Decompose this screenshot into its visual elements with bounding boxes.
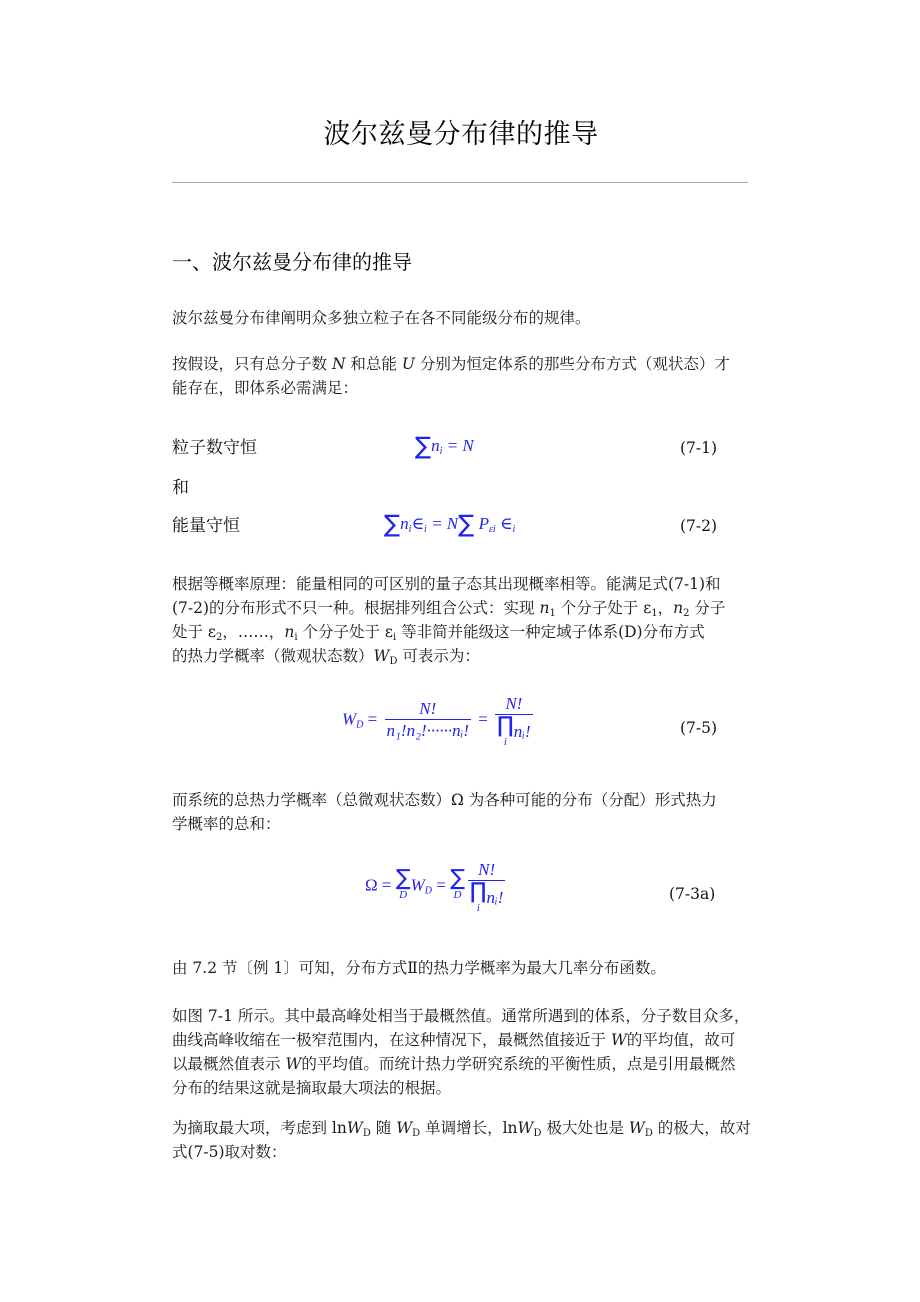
max-term-line-1 [172, 1116, 752, 1140]
eq2-number: (7-2) [680, 517, 718, 535]
text: 可表示为： [397, 647, 480, 665]
sub: D [389, 656, 398, 667]
eq1-number: (7-1) [680, 439, 718, 457]
sub-i: i [492, 524, 496, 535]
var-W: W [396, 1119, 413, 1137]
n-factorial: nᵢ! [513, 722, 531, 741]
sub: D [412, 1128, 421, 1139]
equals: = [474, 709, 493, 729]
sub-i: i [408, 524, 412, 535]
intro-text: 波尔兹曼分布律阐明众多独立粒子在各不同能级分布的规律。 [172, 309, 591, 327]
limit: D [453, 889, 462, 902]
text: 随 [370, 1119, 397, 1137]
text: (7-2)的分布形式不只一种。根据排列组合公式：实现 [172, 599, 540, 617]
rhs: = N [442, 436, 474, 455]
var-W: W [285, 1055, 302, 1073]
text: 个分子处于 ε [297, 623, 393, 641]
var-W: W [628, 1119, 645, 1137]
eq3a-number: (7-3a) [669, 885, 716, 903]
equation-7-3a [365, 860, 508, 913]
sub: D [362, 1128, 371, 1139]
limit: D [399, 889, 408, 902]
equals: = [363, 709, 382, 729]
fraction [468, 860, 506, 913]
assumption-paragraph [172, 352, 752, 400]
limit: i [503, 736, 507, 748]
var-n: n [539, 599, 550, 617]
text: 曲线高峰收缩在一极窄范围内，在这种情况下，最概然值接近于 [172, 1031, 611, 1049]
figure-line-4: 分布的结果这就是摘取最大项法的根据。 [172, 1079, 452, 1097]
figure-line-1: 如图 7-1 所示。其中最高峰处相当于最概然值。通常所遇到的体系，分子数目众多， [172, 1007, 750, 1025]
var-n: n [400, 514, 409, 533]
text: 和总能 [345, 355, 402, 373]
assumption-line-2: 能存在，即体系必需满足： [172, 379, 359, 397]
var-W: W [373, 647, 390, 665]
document-page [172, 0, 752, 1302]
total-line-2: 学概率的总和： [172, 815, 281, 833]
section-heading: 一、波尔兹曼分布律的推导 [172, 250, 412, 274]
sum-operator [450, 868, 465, 900]
sub: i [294, 632, 298, 643]
max-term-paragraph [172, 1116, 752, 1164]
text: 分别为恒定体系的那些分布方式（观状态）才 [414, 355, 730, 373]
total-paragraph [172, 788, 752, 836]
pi-symbol: ∏ [469, 879, 487, 904]
denominator: n₁!n₂!······nᵢ! [386, 721, 469, 740]
denominator [495, 715, 533, 747]
var-W: W [410, 875, 425, 895]
var-N: N [331, 355, 346, 373]
epsilon: ∈ [499, 514, 513, 533]
max-term-line-2: 式(7-5)取对数： [172, 1143, 287, 1161]
sigma-symbol: ∑ [450, 866, 465, 892]
principle-line-2 [172, 596, 752, 620]
text: 的热力学概率（微观状态数） [172, 647, 374, 665]
sub: 2 [683, 608, 690, 619]
var-W: W [610, 1031, 627, 1049]
connector-and: 和 [172, 478, 189, 498]
numerator: N! [385, 699, 472, 720]
product-operator [497, 715, 514, 747]
eq-mid: = N [426, 514, 459, 533]
var-W: W [342, 709, 357, 729]
var-W: W [346, 1119, 363, 1137]
text: 个分子处于 ε [555, 599, 652, 617]
pi-symbol: ∏ [497, 713, 514, 738]
equation-7-1 [415, 434, 474, 458]
sigma-symbol: ∑ [395, 866, 411, 892]
text: 按假设，只有总分子数 [172, 355, 332, 373]
equals: = [431, 875, 451, 895]
text: 分子 [689, 599, 726, 617]
numerator: N! [468, 860, 506, 881]
sub: D [644, 1128, 653, 1139]
sub-i: i [439, 446, 443, 457]
principle-line-1: 根据等概率原理：能量相同的可区别的量子态其出现概率相等。能满足式(7-1)和 [172, 575, 721, 593]
principle-line-3 [172, 620, 752, 644]
text: 单调增长，ln [420, 1119, 518, 1137]
text: 处于 ε [172, 623, 216, 641]
text: 的平均值。而统计热力学研究系统的平衡性质，点是引用最概然 [301, 1055, 736, 1073]
example-text: 由 7.2 节〔例 1〕可知，分布方式Ⅱ的热力学概率为最大几率分布函数。 [172, 959, 666, 977]
limit: i [476, 902, 480, 914]
sub: 1 [549, 608, 556, 619]
eq2-label: 能量守恒 [172, 516, 240, 536]
product-operator [470, 881, 487, 913]
sub: D [533, 1128, 542, 1139]
eq1-label: 粒子数守恒 [172, 438, 257, 458]
sigma-symbol: ∑ [415, 432, 432, 460]
sigma-symbol: ∑ [384, 510, 401, 538]
text: ，……， [222, 623, 285, 641]
fraction-2 [495, 694, 533, 747]
sigma-symbol: ∑ [458, 510, 475, 538]
equals: = [377, 875, 396, 895]
denominator [468, 881, 506, 913]
principle-line-4 [172, 644, 752, 668]
page-title: 波尔兹曼分布律的推导 [323, 119, 599, 150]
example-paragraph [172, 956, 752, 980]
eq5-number: (7-5) [680, 719, 718, 737]
sub-D: D [356, 719, 364, 731]
equation-7-5 [342, 694, 536, 747]
figure-paragraph [172, 1004, 752, 1100]
epsilon: ∈ [411, 514, 425, 533]
sub-i: i [424, 524, 427, 535]
text: 为摘取最大项，考虑到 ln [172, 1119, 347, 1137]
n-factorial: nᵢ! [486, 888, 504, 907]
var-n: n [284, 623, 295, 641]
sub: 1 [651, 608, 658, 619]
text: 等非简并能级这一种定域子体系(D)分布方式 [396, 623, 705, 641]
sub-D: D [424, 885, 432, 897]
text: 极大处也是 [541, 1119, 629, 1137]
intro-paragraph [172, 306, 752, 330]
text: 的极大，故对 [652, 1119, 751, 1137]
sum-operator [396, 868, 411, 900]
var-P: P [478, 514, 489, 533]
figure-line-3 [172, 1052, 752, 1076]
sub-i: i [512, 524, 516, 535]
text: 以最概然值表示 [172, 1055, 286, 1073]
assumption-line-1 [172, 352, 752, 376]
fraction-1 [385, 699, 472, 742]
sub-eps: ε [488, 524, 493, 535]
sub: 2 [215, 632, 223, 643]
figure-line-2 [172, 1028, 752, 1052]
var-W: W [517, 1119, 534, 1137]
text: 的平均值，故可 [626, 1031, 736, 1049]
numerator: N! [495, 694, 533, 715]
sub-eps-i [489, 524, 496, 535]
var-U: U [401, 355, 415, 373]
principle-paragraph [172, 572, 752, 668]
text: ， [657, 599, 674, 617]
var-n: n [673, 599, 684, 617]
omega-symbol: Ω [365, 875, 378, 895]
equation-7-2 [384, 512, 515, 536]
title-divider [172, 182, 748, 183]
var-n: n [431, 436, 440, 455]
total-line-1: 而系统的总热力学概率（总微观状态数）Ω 为各种可能的分布（分配）形式热力 [172, 791, 717, 809]
sub: i [392, 632, 397, 643]
